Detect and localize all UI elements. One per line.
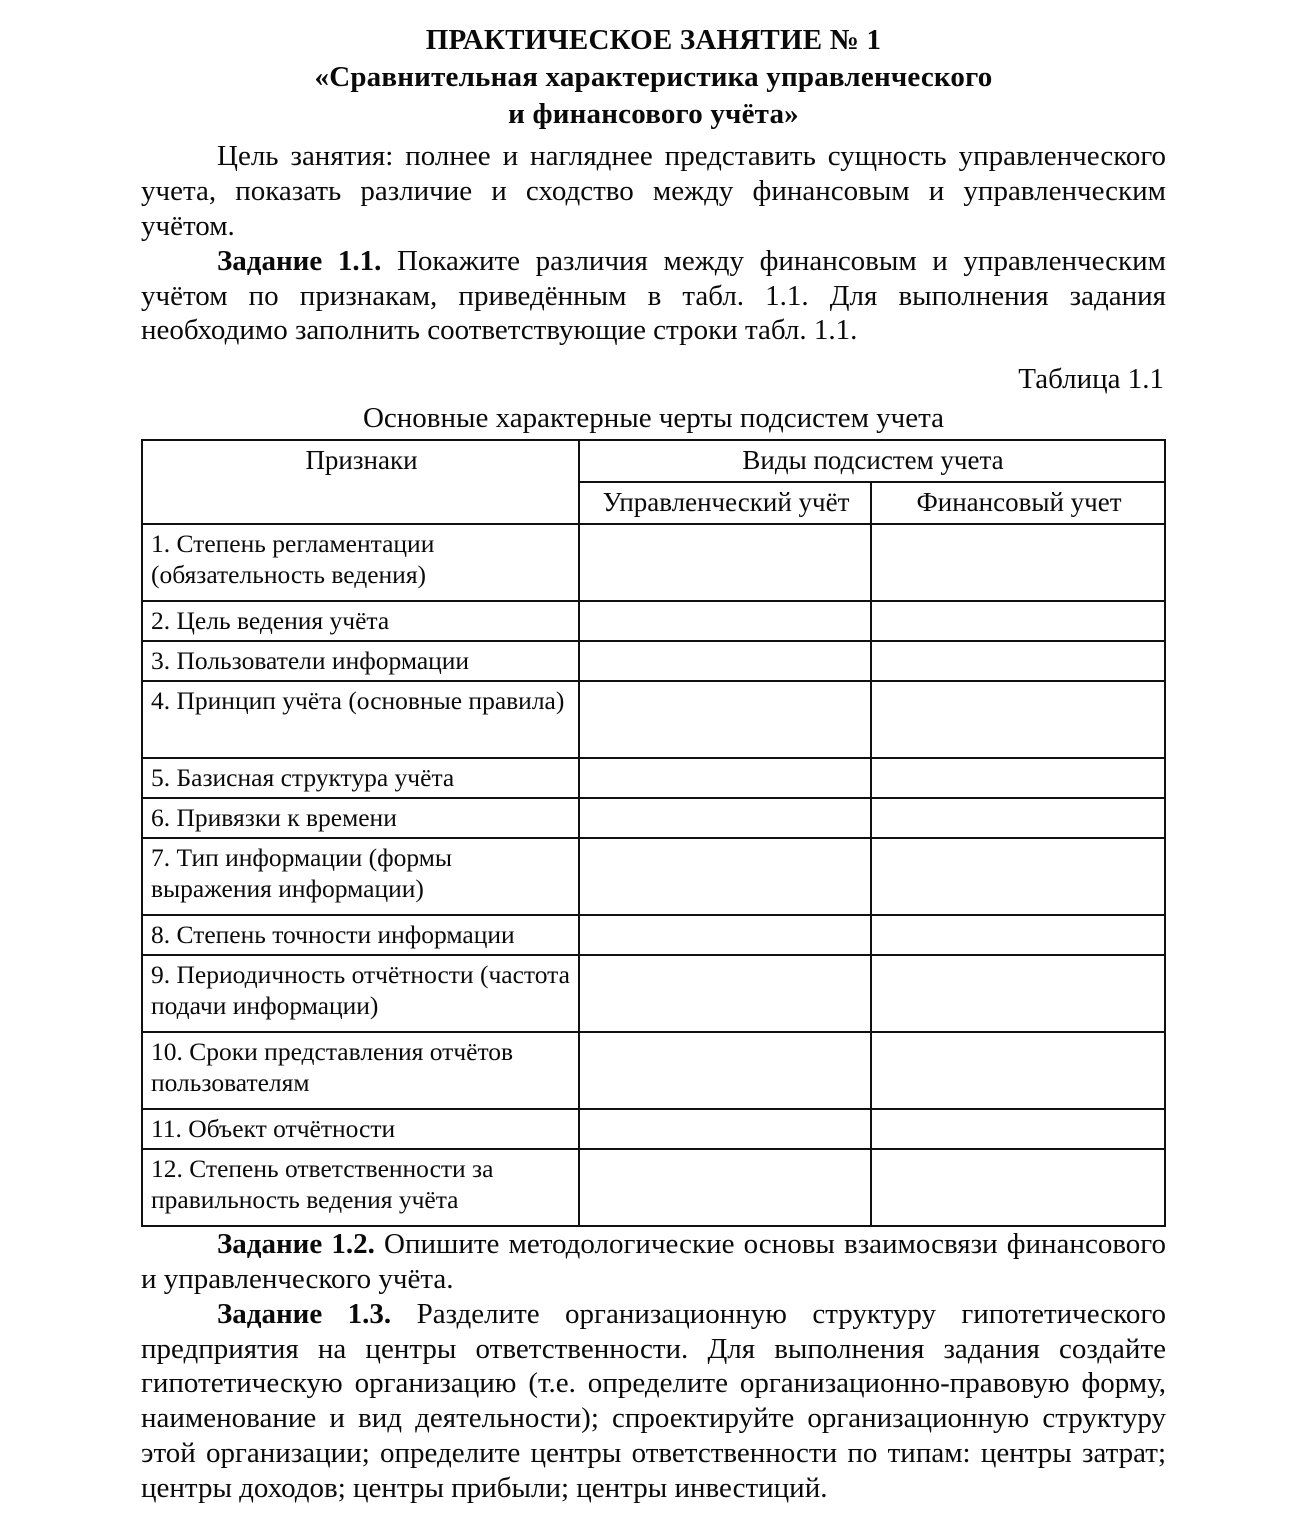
table-row bbox=[142, 1149, 1165, 1226]
row-feature-label: 12. Степень ответственности за правильность ведения учёта bbox=[142, 1149, 579, 1226]
task-1-3-label: Задание 1.3. bbox=[217, 1297, 392, 1330]
cell-financial-accounting[interactable] bbox=[871, 758, 1165, 798]
table-row bbox=[142, 915, 1165, 955]
cell-financial-accounting[interactable] bbox=[871, 798, 1165, 838]
cell-management-accounting[interactable] bbox=[579, 838, 871, 915]
row-feature-label: 10. Сроки представления отчётов пользователям bbox=[142, 1032, 579, 1109]
document-title bbox=[141, 22, 1166, 133]
header-features: Признаки bbox=[142, 440, 579, 524]
table-header bbox=[142, 440, 1165, 524]
accounting-subsystems-table bbox=[141, 439, 1166, 1228]
cell-financial-accounting[interactable] bbox=[871, 641, 1165, 681]
cell-management-accounting[interactable] bbox=[579, 641, 871, 681]
cell-management-accounting[interactable] bbox=[579, 681, 871, 758]
cell-management-accounting[interactable] bbox=[579, 1109, 871, 1149]
row-feature-label: 3. Пользователи информации bbox=[142, 641, 579, 681]
task-1-1-text: Покажите различия между финансовым и управленческим учётом по признакам, приведённым в табл. 1.1. Для выполнения задания необходимо заполнить соответствующие строки табл. 1.1. bbox=[141, 244, 1166, 347]
cell-management-accounting[interactable] bbox=[579, 758, 871, 798]
cell-financial-accounting[interactable] bbox=[871, 601, 1165, 641]
table-row bbox=[142, 1032, 1165, 1109]
row-feature-label: 6. Привязки к времени bbox=[142, 798, 579, 838]
task-1-1-paragraph bbox=[141, 244, 1166, 348]
title-line-1: ПРАКТИЧЕСКОЕ ЗАНЯТИЕ № 1 bbox=[425, 24, 882, 56]
table-header-row-1 bbox=[142, 440, 1165, 482]
row-feature-label: 5. Базисная структура учёта bbox=[142, 758, 579, 798]
cell-management-accounting[interactable] bbox=[579, 955, 871, 1032]
table-row bbox=[142, 681, 1165, 758]
cell-financial-accounting[interactable] bbox=[871, 524, 1165, 601]
cell-financial-accounting[interactable] bbox=[871, 681, 1165, 758]
table-caption: Основные характерные черты подсистем учета bbox=[362, 401, 945, 434]
table-row bbox=[142, 524, 1165, 601]
cell-financial-accounting[interactable] bbox=[871, 1149, 1165, 1226]
header-subsystem-types: Виды подсистем учета bbox=[579, 440, 1165, 482]
row-feature-label: 9. Периодичность отчётности (частота подачи информации) bbox=[142, 955, 579, 1032]
purpose-paragraph: Цель занятия: полнее и нагляднее представить сущность управленческого учета, показать различие и сходство между финансовым и управленческим учётом. bbox=[141, 140, 1166, 242]
header-financial-accounting: Финансовый учет bbox=[871, 482, 1165, 524]
table-row bbox=[142, 955, 1165, 1032]
cell-financial-accounting[interactable] bbox=[871, 838, 1165, 915]
table-body bbox=[142, 524, 1165, 1227]
cell-management-accounting[interactable] bbox=[579, 798, 871, 838]
table-row bbox=[142, 641, 1165, 681]
task-1-2-text: Опишите методологические основы взаимосвязи финансового и управленческого учёта. bbox=[141, 1228, 1166, 1296]
task-1-2-paragraph bbox=[141, 1227, 1166, 1297]
cell-financial-accounting[interactable] bbox=[871, 1032, 1165, 1109]
cell-management-accounting[interactable] bbox=[579, 1149, 871, 1226]
task-1-2-label: Задание 1.2. bbox=[217, 1228, 375, 1261]
task-1-3-text: Разделите организационную структуру гипотетического предприятия на центры ответственности. Для выполнения задания создайте гипотетическую организацию (т.е. определите организационно-правовую форму, наименование и вид деятельности); спроектируйте организационную структуру этой организации; определите центры ответственности по типам: центры затрат; центры доходов; центры прибыли; центры инвестиций. bbox=[141, 1297, 1166, 1504]
table-row bbox=[142, 1109, 1165, 1149]
task-1-1-label: Задание 1.1. bbox=[217, 244, 382, 277]
table-number: Таблица 1.1 bbox=[1018, 363, 1164, 396]
cell-management-accounting[interactable] bbox=[579, 915, 871, 955]
table-row bbox=[142, 601, 1165, 641]
cell-management-accounting[interactable] bbox=[579, 1032, 871, 1109]
table-row bbox=[142, 838, 1165, 915]
row-feature-label: 4. Принцип учёта (основные правила) bbox=[142, 681, 579, 758]
cell-financial-accounting[interactable] bbox=[871, 1109, 1165, 1149]
table-row bbox=[142, 758, 1165, 798]
row-feature-label: 1. Степень регламентации (обязательность ведения) bbox=[142, 524, 579, 601]
title-line-2: «Сравнительная характеристика управленческого bbox=[314, 61, 993, 94]
table-row bbox=[142, 798, 1165, 838]
title-line-3: и финансового учёта» bbox=[508, 98, 799, 131]
cell-financial-accounting[interactable] bbox=[871, 955, 1165, 1032]
page-content bbox=[141, 22, 1166, 1506]
row-feature-label: 11. Объект отчётности bbox=[142, 1109, 579, 1149]
cell-financial-accounting[interactable] bbox=[871, 915, 1165, 955]
cell-management-accounting[interactable] bbox=[579, 524, 871, 601]
cell-management-accounting[interactable] bbox=[579, 601, 871, 641]
row-feature-label: 7. Тип информации (формы выражения информации) bbox=[142, 838, 579, 915]
task-1-3-paragraph bbox=[141, 1297, 1166, 1506]
row-feature-label: 2. Цель ведения учёта bbox=[142, 601, 579, 641]
row-feature-label: 8. Степень точности информации bbox=[142, 915, 579, 955]
header-management-accounting: Управленческий учёт bbox=[579, 482, 871, 524]
